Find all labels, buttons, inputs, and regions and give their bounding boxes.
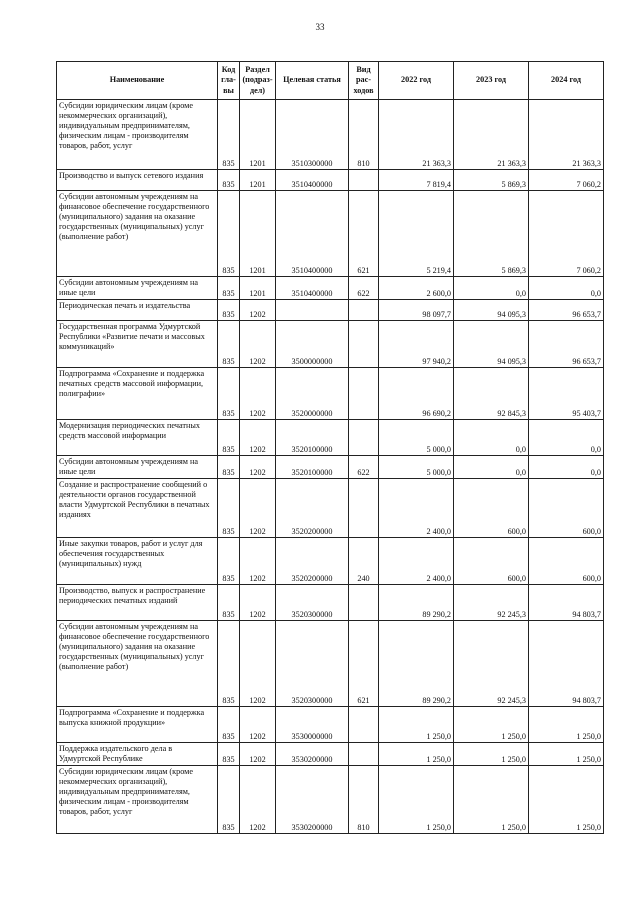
cell-name: Производство, выпуск и распространение периодических печатных изданий (57, 585, 218, 621)
cell-target: 3520000000 (276, 368, 349, 420)
cell-2024: 600,0 (529, 479, 604, 538)
cell-section: 1202 (240, 766, 276, 834)
cell-2024: 1 250,0 (529, 707, 604, 743)
cell-2024: 96 653,7 (529, 321, 604, 368)
cell-2023: 1 250,0 (454, 766, 529, 834)
header-section: Раздел (подраз- дел) (240, 62, 276, 100)
cell-2023: 94 095,3 (454, 321, 529, 368)
cell-name: Поддержка издательского дела в Удмуртской Республике (57, 743, 218, 766)
cell-code: 835 (218, 277, 240, 300)
cell-target: 3510300000 (276, 100, 349, 170)
cell-code: 835 (218, 621, 240, 707)
cell-section: 1201 (240, 277, 276, 300)
cell-2023: 5 869,3 (454, 191, 529, 277)
cell-target: 3520100000 (276, 456, 349, 479)
cell-2023: 0,0 (454, 456, 529, 479)
table-row (57, 479, 604, 538)
header-2024: 2024 год (529, 62, 604, 100)
cell-target: 3520200000 (276, 479, 349, 538)
cell-section: 1201 (240, 100, 276, 170)
header-code: Код гла- вы (218, 62, 240, 100)
cell-code: 835 (218, 766, 240, 834)
cell-kind: 810 (349, 100, 379, 170)
budget-table (56, 61, 604, 834)
cell-2022: 89 290,2 (379, 621, 454, 707)
table-row (57, 766, 604, 834)
table-row (57, 170, 604, 191)
table-row (57, 707, 604, 743)
cell-2024: 1 250,0 (529, 766, 604, 834)
cell-target: 3520300000 (276, 621, 349, 707)
cell-target: 3520200000 (276, 538, 349, 585)
cell-name: Государственная программа Удмуртской Республики «Развитие печати и массовых коммуникаций» (57, 321, 218, 368)
table-row (57, 743, 604, 766)
cell-kind (349, 170, 379, 191)
table-header-row (57, 62, 604, 100)
cell-2022: 2 400,0 (379, 479, 454, 538)
cell-code: 835 (218, 538, 240, 585)
cell-target: 3510400000 (276, 191, 349, 277)
cell-2023: 0,0 (454, 420, 529, 456)
cell-section: 1201 (240, 170, 276, 191)
cell-2023: 600,0 (454, 538, 529, 585)
cell-2024: 95 403,7 (529, 368, 604, 420)
cell-2023: 92 245,3 (454, 585, 529, 621)
cell-target: 3520100000 (276, 420, 349, 456)
cell-name: Субсидии автономным учреждениям на иные цели (57, 277, 218, 300)
cell-2022: 89 290,2 (379, 585, 454, 621)
cell-section: 1201 (240, 191, 276, 277)
table-row (57, 321, 604, 368)
table-row (57, 100, 604, 170)
cell-2022: 1 250,0 (379, 707, 454, 743)
cell-name: Периодическая печать и издательства (57, 300, 218, 321)
cell-2023: 600,0 (454, 479, 529, 538)
cell-section: 1202 (240, 300, 276, 321)
cell-2024: 1 250,0 (529, 743, 604, 766)
cell-target: 3530200000 (276, 743, 349, 766)
table-row (57, 368, 604, 420)
cell-kind (349, 707, 379, 743)
cell-2024: 94 803,7 (529, 621, 604, 707)
cell-2024: 96 653,7 (529, 300, 604, 321)
table-row (57, 191, 604, 277)
cell-section: 1202 (240, 479, 276, 538)
cell-section: 1202 (240, 585, 276, 621)
cell-2024: 0,0 (529, 456, 604, 479)
cell-name: Субсидии автономным учреждениям на финансовое обеспечение государственного (муниципального) задания на оказание государственных (муниципальных) услуг (выполнение работ) (57, 621, 218, 707)
cell-2024: 0,0 (529, 420, 604, 456)
cell-name: Модернизация периодических печатных средств массовой информации (57, 420, 218, 456)
table-row (57, 456, 604, 479)
cell-name: Подпрограмма «Сохранение и поддержка печатных средств массовой информации, полиграфии» (57, 368, 218, 420)
table-row (57, 538, 604, 585)
cell-target (276, 300, 349, 321)
cell-2023: 5 869,3 (454, 170, 529, 191)
cell-2024: 7 060,2 (529, 191, 604, 277)
cell-kind (349, 743, 379, 766)
cell-2022: 2 600,0 (379, 277, 454, 300)
cell-section: 1202 (240, 621, 276, 707)
cell-kind: 810 (349, 766, 379, 834)
cell-2023: 94 095,3 (454, 300, 529, 321)
cell-name: Иные закупки товаров, работ и услуг для обеспечения государственных (муниципальных) нужд (57, 538, 218, 585)
cell-2023: 1 250,0 (454, 707, 529, 743)
cell-kind (349, 321, 379, 368)
cell-2022: 96 690,2 (379, 368, 454, 420)
cell-section: 1202 (240, 743, 276, 766)
cell-code: 835 (218, 191, 240, 277)
cell-2024: 21 363,3 (529, 100, 604, 170)
cell-code: 835 (218, 479, 240, 538)
cell-kind: 240 (349, 538, 379, 585)
cell-2023: 0,0 (454, 277, 529, 300)
cell-kind (349, 420, 379, 456)
cell-target: 3510400000 (276, 170, 349, 191)
cell-2023: 21 363,3 (454, 100, 529, 170)
page-number: 33 (315, 22, 325, 32)
table-row (57, 621, 604, 707)
cell-2022: 21 363,3 (379, 100, 454, 170)
cell-kind (349, 368, 379, 420)
cell-target: 3530000000 (276, 707, 349, 743)
cell-kind: 622 (349, 456, 379, 479)
cell-2024: 94 803,7 (529, 585, 604, 621)
cell-name: Субсидии юридическим лицам (кроме некоммерческих организаций), индивидуальным предпринимателям, физическим лицам - производителям товаров, работ, услуг (57, 766, 218, 834)
table-row (57, 277, 604, 300)
cell-code: 835 (218, 321, 240, 368)
cell-2022: 5 219,4 (379, 191, 454, 277)
cell-target: 3530200000 (276, 766, 349, 834)
cell-2024: 600,0 (529, 538, 604, 585)
cell-kind: 621 (349, 191, 379, 277)
cell-kind: 621 (349, 621, 379, 707)
cell-name: Подпрограмма «Сохранение и поддержка выпуска книжной продукции» (57, 707, 218, 743)
cell-2022: 2 400,0 (379, 538, 454, 585)
cell-2022: 5 000,0 (379, 456, 454, 479)
cell-target: 3520300000 (276, 585, 349, 621)
header-target: Целевая статья (276, 62, 349, 100)
header-name: Наименование (57, 62, 218, 100)
cell-2022: 97 940,2 (379, 321, 454, 368)
cell-2022: 7 819,4 (379, 170, 454, 191)
cell-code: 835 (218, 707, 240, 743)
cell-section: 1202 (240, 707, 276, 743)
table-row (57, 585, 604, 621)
cell-code: 835 (218, 420, 240, 456)
cell-kind (349, 479, 379, 538)
cell-section: 1202 (240, 321, 276, 368)
cell-section: 1202 (240, 368, 276, 420)
header-kind: Вид рас- ходов (349, 62, 379, 100)
cell-name: Субсидии юридическим лицам (кроме некоммерческих организаций), индивидуальным предпринимателям, физическим лицам - производителям товаров, работ, услуг (57, 100, 218, 170)
cell-kind (349, 300, 379, 321)
cell-2022: 5 000,0 (379, 420, 454, 456)
cell-2024: 0,0 (529, 277, 604, 300)
cell-2023: 92 845,3 (454, 368, 529, 420)
cell-2023: 92 245,3 (454, 621, 529, 707)
cell-target: 3500000000 (276, 321, 349, 368)
cell-section: 1202 (240, 538, 276, 585)
cell-code: 835 (218, 368, 240, 420)
cell-code: 835 (218, 456, 240, 479)
cell-code: 835 (218, 743, 240, 766)
cell-name: Субсидии автономным учреждениям на иные цели (57, 456, 218, 479)
header-2022: 2022 год (379, 62, 454, 100)
cell-2024: 7 060,2 (529, 170, 604, 191)
cell-name: Создание и распространение сообщений о деятельности органов государственной власти Удмуртской Республики в печатных изданиях (57, 479, 218, 538)
cell-code: 835 (218, 585, 240, 621)
cell-section: 1202 (240, 456, 276, 479)
cell-target: 3510400000 (276, 277, 349, 300)
cell-2023: 1 250,0 (454, 743, 529, 766)
cell-2022: 98 097,7 (379, 300, 454, 321)
table-row (57, 420, 604, 456)
cell-code: 835 (218, 170, 240, 191)
table-body (57, 100, 604, 834)
table-row (57, 300, 604, 321)
cell-code: 835 (218, 100, 240, 170)
cell-2022: 1 250,0 (379, 743, 454, 766)
cell-2022: 1 250,0 (379, 766, 454, 834)
cell-name: Субсидии автономным учреждениям на финансовое обеспечение государственного (муниципального) задания на оказание государственных (муниципальных) услуг (выполнение работ) (57, 191, 218, 277)
cell-code: 835 (218, 300, 240, 321)
cell-name: Производство и выпуск сетевого издания (57, 170, 218, 191)
header-2023: 2023 год (454, 62, 529, 100)
cell-kind: 622 (349, 277, 379, 300)
cell-section: 1202 (240, 420, 276, 456)
cell-kind (349, 585, 379, 621)
